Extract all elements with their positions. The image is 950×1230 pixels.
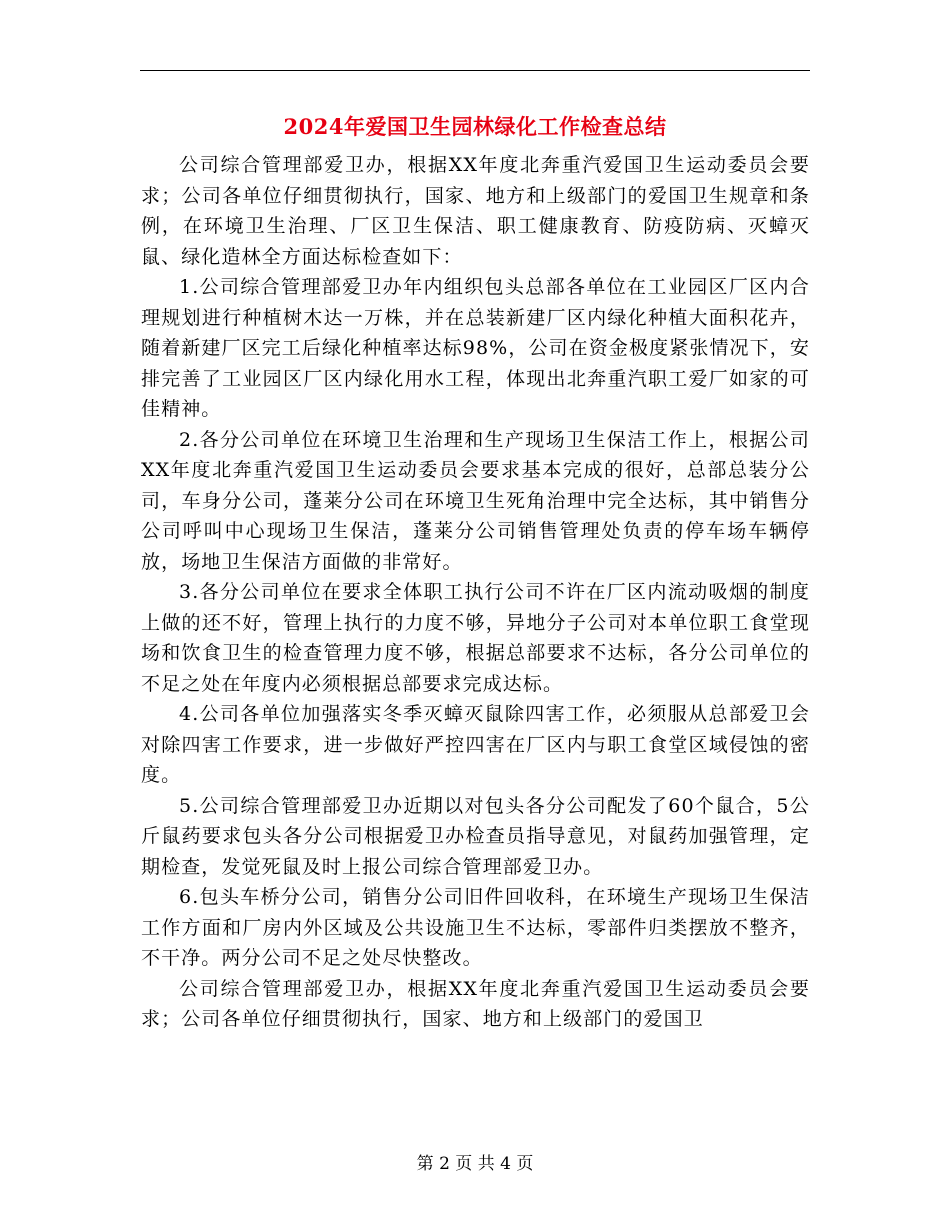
item-4-paragraph: 4.公司各单位加强落实冬季灭蟑灭鼠除四害工作，必须服从总部爱卫会对除四害工作要求，进一步做好严控四害在厂区内与职工食堂区域侵蚀的密度。 — [141, 703, 810, 786]
item-3-paragraph: 3.各分公司单位在要求全体职工执行公司不许在厂区内流动吸烟的制度上做的还不好，管理上执行的力度不够，异地分子公司对本单位职工食堂现场和饮食卫生的检查管理力度不够，根据总部要求不达标，各分公司单位的不足之处在年度内必须根据总部要求完成达标。 — [141, 581, 810, 695]
item-6-paragraph: 6.包头车桥分公司，销售分公司旧件回收科，在环境生产现场卫生保洁工作方面和厂房内外区域及公共设施卫生不达标，零部件归类摆放不整齐，不干净。两分公司不足之处尽快整改。 — [141, 886, 810, 969]
item-1-paragraph: 1.公司综合管理部爱卫办年内组织包头总部各单位在工业园区厂区内合理规划进行种植树木达一万株，并在总装新建厂区内绿化种植大面积花卉，随着新建厂区完工后绿化种植率达标98%，公司在资金极度紧张情况下，安排完善了工业园区厂区内绿化用水工程，体现出北奔重汽职工爱厂如家的可佳精神。 — [141, 276, 810, 420]
page-number-footer: 第 2 页 共 4 页 — [416, 1154, 534, 1174]
item-2-paragraph: 2.各分公司单位在环境卫生治理和生产现场卫生保洁工作上，根据公司XX年度北奔重汽爱国卫生运动委员会要求基本完成的很好，总部总装分公司，车身分公司，蓬莱分公司在环境卫生死角治理中完全达标，其中销售分公司呼叫中心现场卫生保洁，蓬莱分公司销售管理处负责的停车场车辆停放，场地卫生保洁方面做的非常好。 — [141, 428, 810, 573]
intro-paragraph: 公司综合管理部爱卫办，根据XX年度北奔重汽爱国卫生运动委员会要求；公司各单位仔细贯彻执行，国家、地方和上级部门的爱国卫生规章和条例，在环境卫生治理、厂区卫生保洁、职工健康教育、防疫防病、灭蟑灭鼠、绿化造林全方面达标检查如下： — [141, 154, 810, 268]
document-body — [141, 150, 810, 1035]
repeat-intro-paragraph: 公司综合管理部爱卫办，根据XX年度北奔重汽爱国卫生运动委员会要求；公司各单位仔细贯彻执行，国家、地方和上级部门的爱国卫 — [141, 977, 810, 1030]
item-5-paragraph: 5.公司综合管理部爱卫办近期以对包头各分公司配发了60个鼠合，5公斤鼠药要求包头各分公司根据爱卫办检查员指导意见，对鼠药加强管理，定期检查，发觉死鼠及时上报公司综合管理部爱卫办。 — [141, 794, 810, 878]
header-rule — [140, 70, 810, 71]
document-title: 2024年爱国卫生园林绿化工作检查总结 — [283, 114, 667, 139]
